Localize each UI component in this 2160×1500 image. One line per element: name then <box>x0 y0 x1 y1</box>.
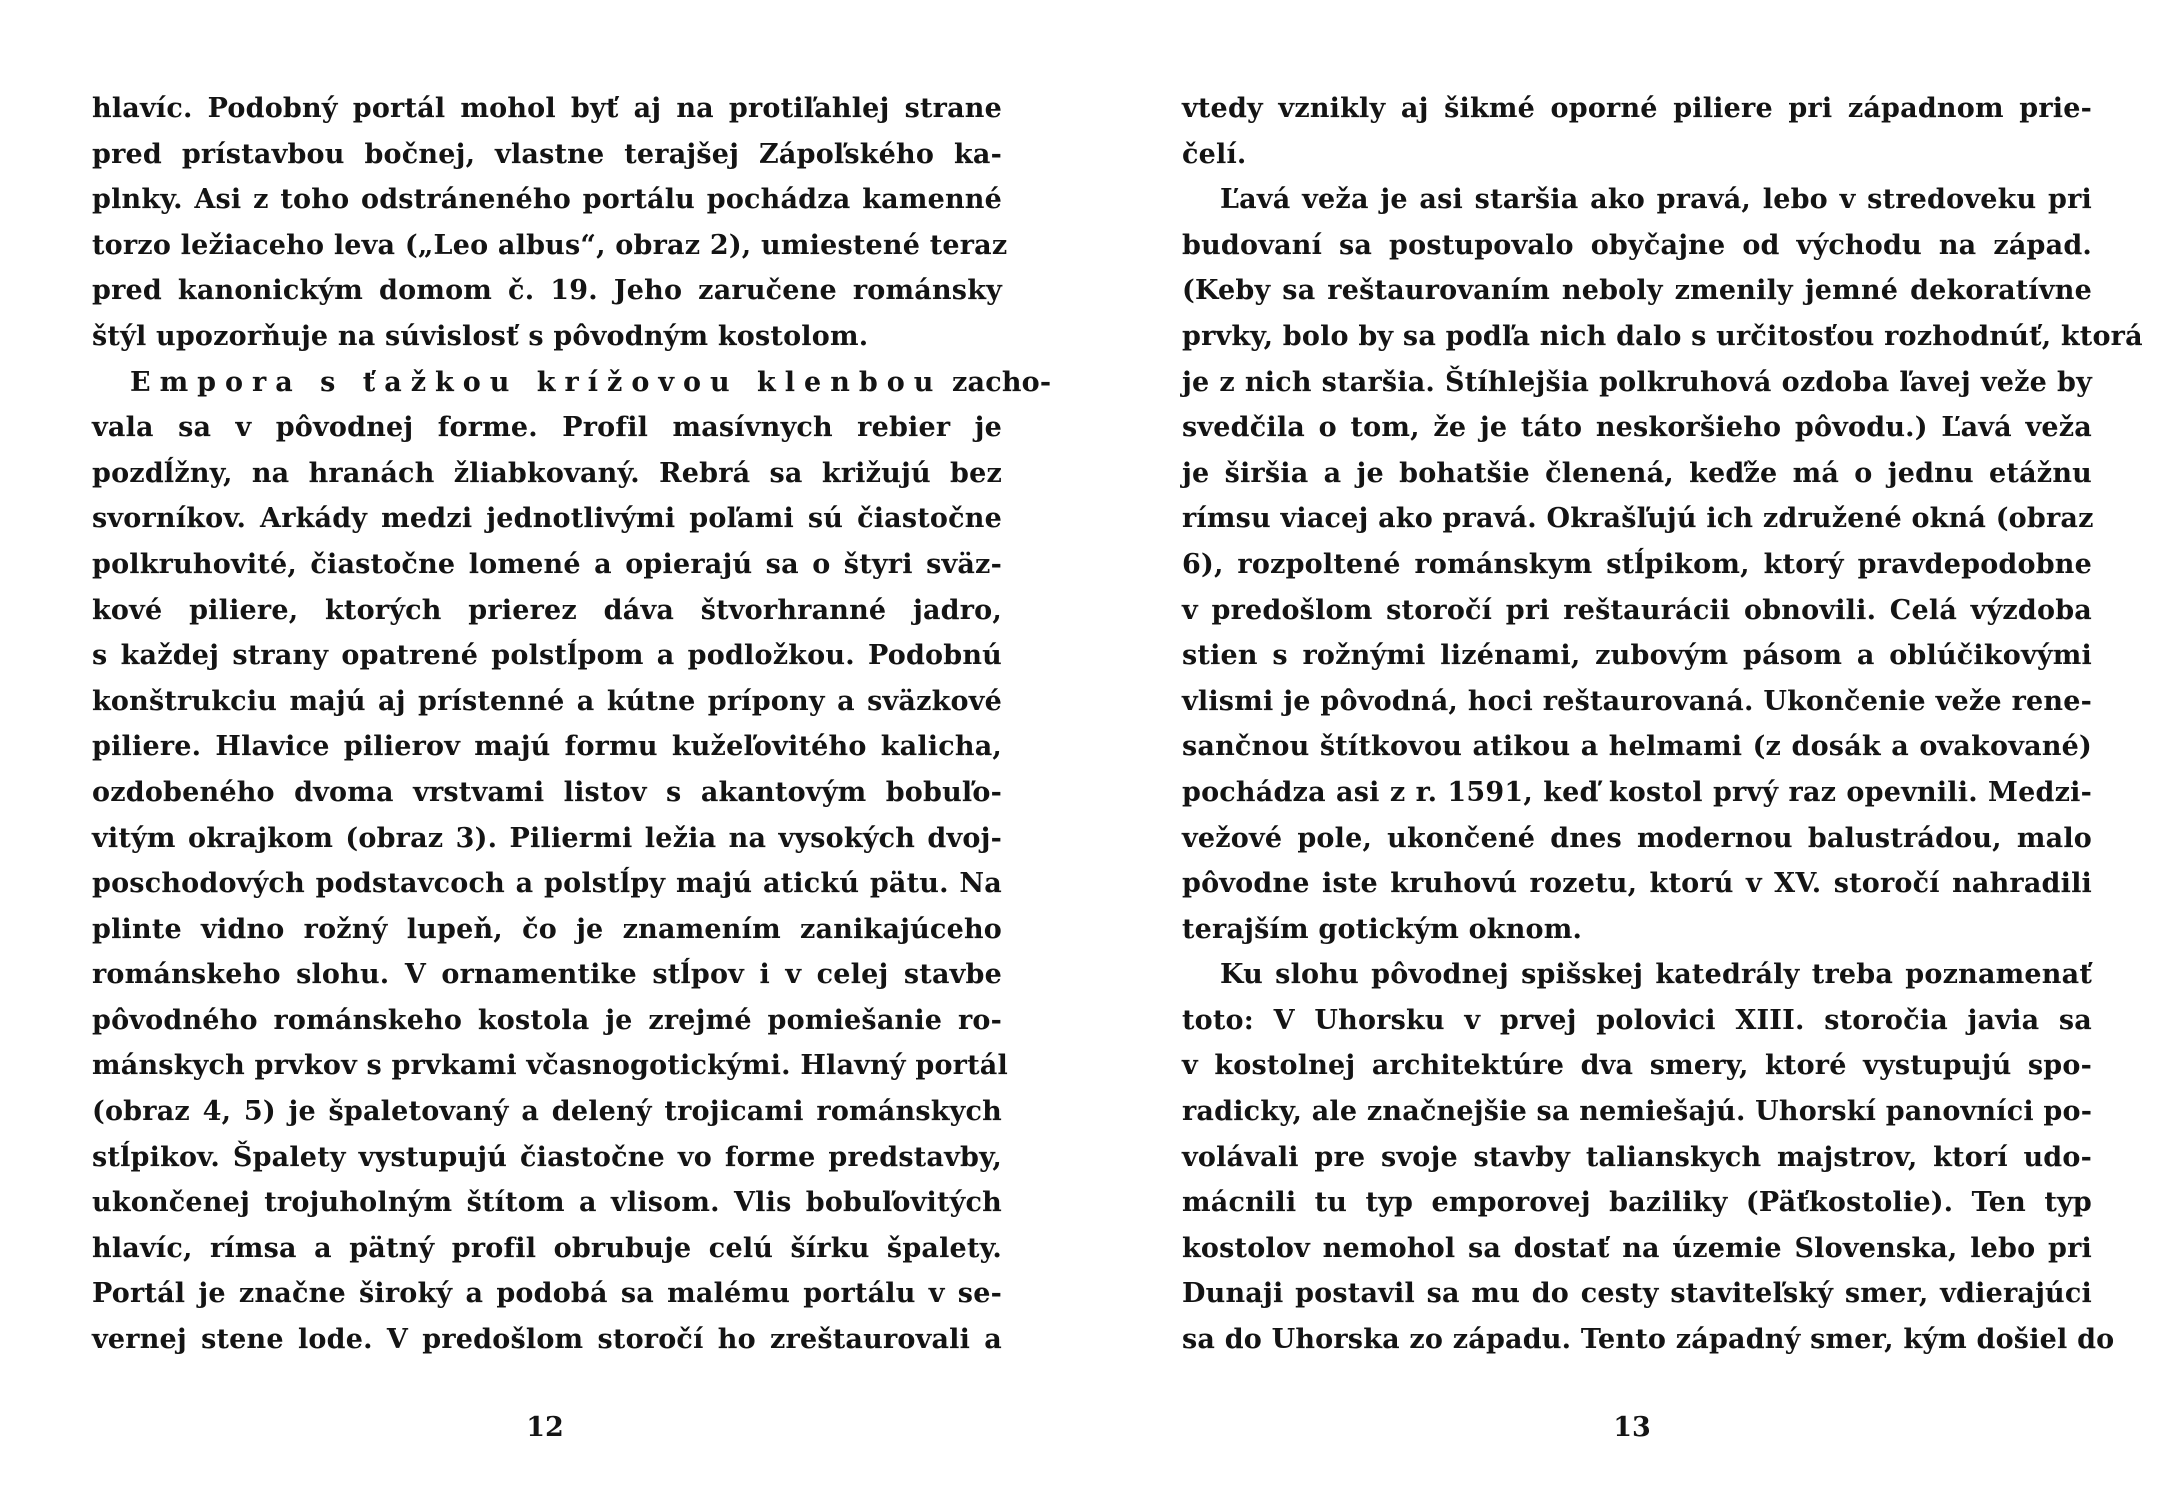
text-line: vtedy vznikly aj šikmé oporné piliere pri západnom prie- <box>1182 93 2092 124</box>
page-number-right: 13 <box>1613 1412 1651 1443</box>
spaced-emphasis: Empora s ťažkou krížovou klenbou <box>130 366 943 398</box>
text-line: v predošlom storočí pri reštaurácii obnovili. Celá výzdoba <box>1182 594 2092 626</box>
text-line: v kostolnej architektúre dva smery, ktoré vystupujú spo- <box>1182 1050 2092 1082</box>
text-line: pôvodne iste kruhovú rozetu, ktorú v XV. storočí nahradili <box>1182 868 2092 900</box>
text-line: toto: V Uhorsku v prvej polovici XIII. storočia javia sa <box>1182 1004 2092 1036</box>
text-line: konštrukciu majú aj prístenné a kútne prípony a sväzkové <box>92 685 1002 717</box>
text-line: vernej stene lode. V predošlom storočí ho zreštaurovali a <box>92 1324 1002 1356</box>
text-line: Ľavá veža je asi staršia ako pravá, lebo v stredoveku pri <box>1220 184 2092 216</box>
text-line: poschodových podstavcoch a polstĺpy majú atickú pätu. Na <box>92 868 1002 900</box>
right-page <box>1182 86 2143 1363</box>
text-line: volávali pre svoje stavby talianskych majstrov, ktorí udo- <box>1182 1141 2092 1173</box>
paragraph-start-line <box>92 360 1052 406</box>
text-line: torzo ležiaceho leva („Leo albus“, obraz 2), umiestené teraz <box>92 229 1008 261</box>
text-line: sančnou štítkovou atikou a helmami (z dosák a ovakované) <box>1182 731 2092 763</box>
text-line: plnky. Asi z toho odstráneného portálu pochádza kamenné <box>92 184 1002 216</box>
text-line: radicky, ale značnejšie sa nemiešajú. Uhorskí panovníci po- <box>1182 1096 2093 1128</box>
text-line: je širšia a je bohatšie členená, keďže má o jednu etážnu <box>1182 457 2092 489</box>
text-line: pred prístavbou bočnej, vlastne terajšej Zápoľského ka- <box>92 138 1002 170</box>
text-line: Portál je značne široký a podobá sa malému portálu v se- <box>92 1278 1002 1310</box>
text-line: prvky, bolo by sa podľa nich dalo s určitosťou rozhodnúť, ktorá <box>1182 320 2143 352</box>
text-line: hlavíc, rímsa a pätný profil obrubuje celú šírku špalety. <box>92 1232 1002 1264</box>
left-page <box>92 86 1052 1363</box>
text-line: budovaní sa postupovalo obyčajne od východu na západ. <box>1182 229 2092 261</box>
text-line: svedčila o tom, že je táto neskoršieho pôvodu.) Ľavá veža <box>1182 412 2092 444</box>
text-line: ukončenej trojuholným štítom a vlisom. Vlis bobuľovitých <box>92 1187 1002 1219</box>
text-line: mánskych prvkov s prvkami včasnogotickými. Hlavný portál <box>92 1050 1008 1082</box>
text-line: (Keby sa reštaurovaním neboly zmenily jemné dekoratívne <box>1182 275 2092 307</box>
text-line: je z nich staršia. Štíhlejšia polkruhová ozdoba ľavej veže by <box>1182 366 2092 398</box>
text-line: sa do Uhorska zo západu. Tento západný smer, kým došiel do <box>1182 1324 2115 1356</box>
text-line: (obraz 4, 5) je špaletovaný a delený trojicami románskych <box>92 1096 1002 1128</box>
text-line: Ku slohu pôvodnej spišskej katedrály treba poznamenať <box>1220 959 2092 991</box>
text-line: vlismi je pôvodná, hoci reštaurovaná. Ukončenie veže rene- <box>1182 685 2092 717</box>
text-line: stien s rožnými lizénami, zubovým pásom a oblúčikovými <box>1182 640 2092 672</box>
text-line: vitým okrajkom (obraz 3). Piliermi ležia na vysokých dvoj- <box>92 822 1002 854</box>
text-line: štýl upozorňuje na súvislosť s pôvodným kostolom. <box>92 320 869 352</box>
text-line: stĺpikov. Špalety vystupujú čiastočne vo forme predstavby, <box>92 1141 1002 1173</box>
text-line: čelí. <box>1182 138 1247 170</box>
text-line: Dunaji postavil sa mu do cesty staviteľský smer, vdierajúci <box>1182 1278 2092 1310</box>
text-line: plinte vidno rožný lupeň, čo je znamením zanikajúceho <box>92 913 1002 945</box>
text-line: rímsu viacej ako pravá. Okrašľujú ich združené okná (obraz <box>1182 503 2094 535</box>
text-line: kové piliere, ktorých prierez dáva štvorhranné jadro, <box>92 594 1002 626</box>
text-line: 6), rozpoltené románskym stĺpikom, ktorý pravdepodobne <box>1182 548 2092 580</box>
text-line: svorníkov. Arkády medzi jednotlivými poľami sú čiastočne <box>92 503 1002 535</box>
text-line: s každej strany opatrené polstĺpom a podložkou. Podobnú <box>92 640 1002 672</box>
text-line: pred kanonickým domom č. 19. Jeho zaručene románsky <box>92 275 1002 307</box>
text-line: pôvodného románskeho kostola je zrejmé pomiešanie ro- <box>92 1004 1002 1036</box>
text-line: hlavíc. Podobný portál mohol byť aj na protiľahlej strane <box>92 93 1002 124</box>
page-number-left: 12 <box>526 1412 564 1443</box>
text-line: terajším gotickým oknom. <box>1182 913 1583 945</box>
text-line: vežové pole, ukončené dnes modernou balustrádou, malo <box>1182 822 2092 854</box>
text-line: pozdĺžny, na hranách žliabkovaný. Rebrá sa križujú bez <box>92 457 1002 489</box>
text-line: kostolov nemohol sa dostať na územie Slovenska, lebo pri <box>1182 1232 2092 1264</box>
text-line: mácnili tu typ emporovej baziliky (Päťkostolie). Ten typ <box>1182 1187 2092 1219</box>
text-line: ozdobeného dvoma vrstvami listov s akantovým bobuľo- <box>92 776 1002 808</box>
text-fragment: zacho- <box>951 366 1052 398</box>
text-line: polkruhovité, čiastočne lomené a opierajú sa o štyri sväz- <box>92 548 1002 580</box>
text-line: vala sa v pôvodnej forme. Profil masívnych rebier je <box>92 412 1002 444</box>
text-line: piliere. Hlavice pilierov majú formu kužeľovitého kalicha, <box>92 731 1002 763</box>
text-line: pochádza asi z r. 1591, keď kostol prvý raz opevnili. Medzi- <box>1182 776 2092 808</box>
text-line: románskeho slohu. V ornamentike stĺpov i v celej stavbe <box>92 959 1002 991</box>
